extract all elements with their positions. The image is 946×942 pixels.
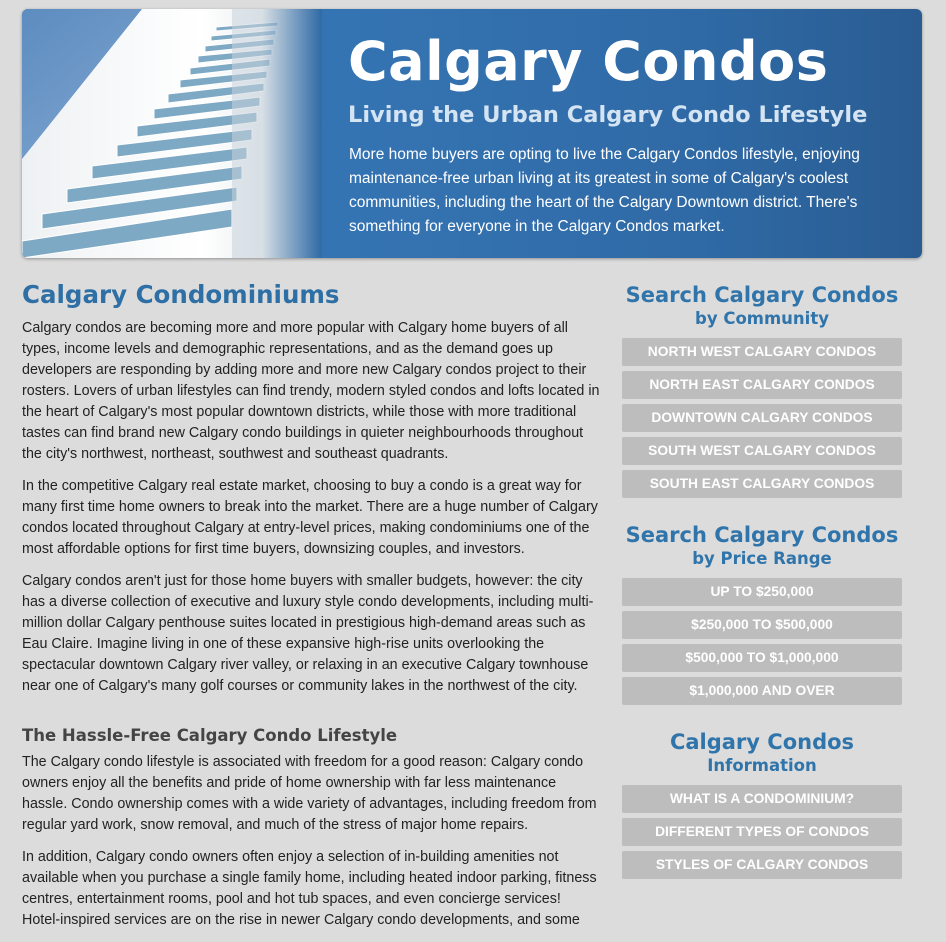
downtown-condos-link[interactable]: DOWNTOWN CALGARY CONDOS — [622, 404, 902, 432]
price-500k-1m-link[interactable]: $500,000 TO $1,000,000 — [622, 644, 902, 672]
sidebar-subheading: Information — [707, 756, 817, 775]
content-paragraph: In addition, Calgary condo owners often enjoy a selection of in-building amenities not available when you purchase a single family home, including heated indoor parking, fitness centres, entertainment rooms, pool and hot tub spaces, and even concierge services! Hotel-inspired services are on the rise in newer Calgary condo developments, and some — [22, 849, 597, 928]
main-content — [22, 280, 602, 942]
styles-of-condos-link[interactable]: STYLES OF CALGARY CONDOS — [622, 851, 902, 879]
info-section — [622, 729, 902, 879]
page-heading: Calgary Condominiums — [22, 280, 340, 309]
sidebar-heading: Calgary Condos — [669, 730, 855, 754]
banner-intro-text: More home buyers are opting to live the Calgary Condos lifestyle, enjoying maintenance-free urban living at its greatest in some of Calgary's coolest communities, including the heart of the Calgary Downtown district. There's something for everyone in the Calgary Condos market. — [349, 146, 860, 235]
site-title: Calgary Condos — [348, 30, 829, 93]
condo-building-image — [22, 9, 322, 258]
sidebar-subheading: by Community — [695, 309, 829, 328]
price-search-section — [622, 522, 902, 705]
types-of-condos-link[interactable]: DIFFERENT TYPES OF CONDOS — [622, 818, 902, 846]
content-paragraph: Calgary condos are becoming more and more popular with Calgary home buyers of all types, income levels and demographic representations, and as the demand goes up developers are responding by adding more and more new Calgary condos project to their rosters. Lovers of urban lifestyles can find trendy, modern styled condos and lofts located in the heart of Calgary's most popular downtown districts, while those with more traditional tastes can find brand new Calgary condo buildings in quieter neighbourhoods throughout the city's northwest, northeast, southwest and southeast quadrants. — [22, 320, 600, 462]
community-search-section — [622, 282, 902, 498]
south-west-condos-link[interactable]: SOUTH WEST CALGARY CONDOS — [622, 437, 902, 465]
sidebar-heading: Search Calgary Condos — [625, 283, 899, 307]
price-up-to-250k-link[interactable]: UP TO $250,000 — [622, 578, 902, 606]
south-east-condos-link[interactable]: SOUTH EAST CALGARY CONDOS — [622, 470, 902, 498]
sidebar-heading: Search Calgary Condos — [625, 523, 899, 547]
content-paragraph: Calgary condos aren't just for those home buyers with smaller budgets, however: the city has a diverse collection of executive and luxury style condo developments, including multi-million dollar Calgary penthouse suites located in prestigious high-demand areas such as Eau Claire. Imagine living in one of these expansive high-rise units overlooking the spectacular downtown Calgary river valley, or relaxing in an executive Calgary townhouse near one of Calgary's many golf courses or community lakes in the northwest of the city. — [22, 573, 594, 694]
price-1m-plus-link[interactable]: $1,000,000 AND OVER — [622, 677, 902, 705]
price-250k-500k-link[interactable]: $250,000 TO $500,000 — [622, 611, 902, 639]
header-banner — [22, 9, 922, 258]
north-west-condos-link[interactable]: NORTH WEST CALGARY CONDOS — [622, 338, 902, 366]
sidebar — [622, 282, 902, 903]
content-paragraph: The Calgary condo lifestyle is associated with freedom for a good reason: Calgary condo owners enjoy all the benefits and pride of home ownership with far less maintenance hassle. Condo ownership comes with a wide variety of advantages, including freedom from regular yard work, snow removal, and much of the stress of major home repairs. — [22, 754, 597, 833]
section-heading: The Hassle-Free Calgary Condo Lifestyle — [22, 726, 398, 745]
site-tagline: Living the Urban Calgary Condo Lifestyle — [348, 102, 868, 128]
content-paragraph: In the competitive Calgary real estate market, choosing to buy a condo is a great way for many first time home owners to break into the market. There are a huge number of Calgary condos located throughout Calgary at entry-level prices, making condominiums one of the most affordable options for first time buyers, downsizing couples, and investors. — [22, 478, 598, 557]
what-is-condominium-link[interactable]: WHAT IS A CONDOMINIUM? — [622, 785, 902, 813]
sidebar-subheading: by Price Range — [692, 549, 832, 568]
north-east-condos-link[interactable]: NORTH EAST CALGARY CONDOS — [622, 371, 902, 399]
